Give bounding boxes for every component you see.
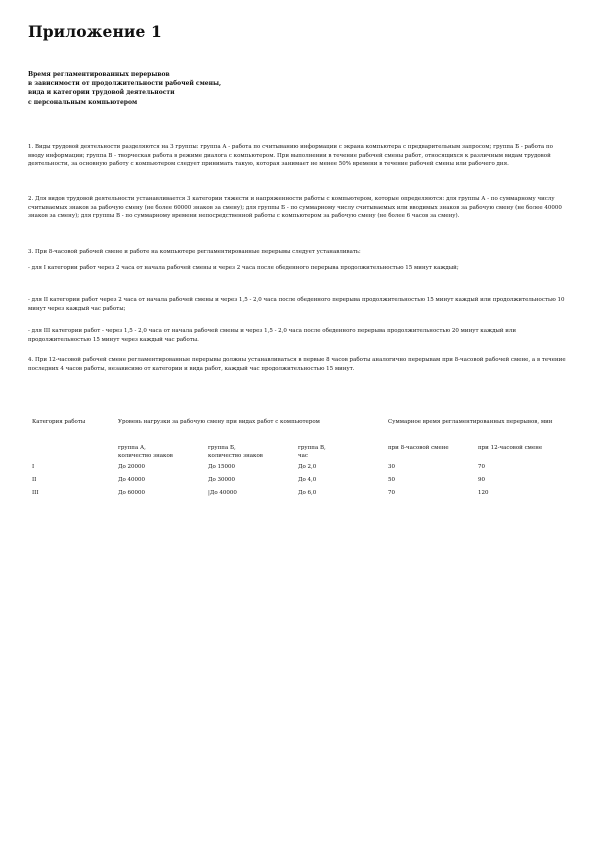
table-cell-shift-8: 50 <box>388 477 395 483</box>
table-cell-shift-12: 90 <box>478 477 485 483</box>
paragraph-1: 1. Виды трудовой деятельности разделяются на 3 группы: группа А - работа по считыванию информации с экрана компьютера с предварительным запросом; группа Б - работа по вводу информации; группа В - творческая работа в режиме диалога с компьютером. При выполнении в течение рабочей смены работ, относящихся к различным видам трудовой деятельности, за основную работу с компьютером следует принимать такую, которая занимает не менее 50% времени в течение рабочей смены или рабочего дня. <box>28 144 553 168</box>
paragraph-category-3: - для III категории работ - через 1,5 - 2,0 часа от начала рабочей смены и через 1,5 - 2,0 часа после обеденного перерыва продолжительностью 20 минут каждый или продолжительностью 15 минут через каждый час работы. <box>28 328 517 343</box>
subheader-shift-8: при 8-часовой смене <box>388 445 449 451</box>
table-cell-category: III <box>32 490 39 496</box>
subheader-group-a: группа А, количество знаков <box>118 445 173 459</box>
heading-line: вида и категории трудовой деятельности <box>28 89 175 97</box>
table-cell-shift-12: 120 <box>478 490 489 496</box>
heading-line: Время регламентированных перерывов <box>28 71 170 78</box>
table-cell-category: I <box>32 464 35 470</box>
table-cell-group-v: До 4,0 <box>298 477 317 483</box>
paragraph-4: 4. При 12-часовой рабочей смене регламентированные перерывы должны устанавливаться в первые 8 часов работы аналогично перерывам при 8-часовой рабочей смене, а в течение последних 4 часов работы, независимо от категории и вида работ, каждый час продолжительностью 15 минут. <box>28 357 566 372</box>
table-cell-group-a: До 40000 <box>118 477 146 483</box>
subheader-group-b: группа Б, количество знаков <box>208 445 263 459</box>
section-heading <box>28 70 328 107</box>
subheader-shift-12: при 12-часовой смене <box>478 445 543 451</box>
table-cell-group-b: |До 40000 <box>208 490 237 496</box>
paragraph-category-2: - для II категории работ через 2 часа от начала рабочей смены и через 1,5 - 2,0 часа после обеденного перерыва продолжительностью 15 минут каждый или продолжительностью 10 минут через каждый час работы; <box>28 297 565 312</box>
page-title: Приложение 1 <box>28 22 162 41</box>
paragraph-3: 3. При 8-часовой рабочей смене и работе на компьютере регламентированные перерывы следует устанавливать: <box>28 249 361 255</box>
header-category: Категория работы <box>32 419 86 425</box>
table-cell-group-a: До 20000 <box>118 464 146 470</box>
table-cell-group-b: До 30000 <box>208 477 236 483</box>
table-cell-shift-8: 70 <box>388 490 395 496</box>
paragraph-2: 2. Для видов трудовой деятельности устанавливается 3 категории тяжести и напряженности работы с компьютером, которые определяются: для группы А - по суммарному числу считываемых знаков за рабочую смену (не более 60000 знаков за смену); для группы Б - по суммарному числу считываемых или вводимых знаков за рабочую смену (не более 40000 знаков за смену); для группы В - по суммарному времени непосредственной работы с компьютером за рабочую смену (не более 6 часов за смену). <box>28 196 562 220</box>
heading-line: с персональным компьютером <box>28 98 138 106</box>
table-cell-category: II <box>32 477 37 483</box>
header-load: Уровень нагрузки за рабочую смену при видах работ с компьютером <box>118 419 320 425</box>
table-cell-shift-8: 30 <box>388 464 395 470</box>
header-sum-breaks: Суммарное время регламентированных перерывов, мин <box>388 419 553 425</box>
table-cell-group-a: До 60000 <box>118 490 146 496</box>
subheader-group-v: группа В, час <box>298 445 326 459</box>
table-cell-group-v: До 6,0 <box>298 490 317 496</box>
table-cell-shift-12: 70 <box>478 464 485 470</box>
table-cell-group-v: До 2,0 <box>298 464 317 470</box>
table-cell-group-b: До 15000 <box>208 464 236 470</box>
paragraph-category-1: - для I категории работ через 2 часа от начала рабочей смены и через 2 часа после обеденного перерыва продолжительностью 15 минут каждый; <box>28 265 459 271</box>
heading-line: в зависимости от продолжительности рабочей смены, <box>28 80 222 88</box>
